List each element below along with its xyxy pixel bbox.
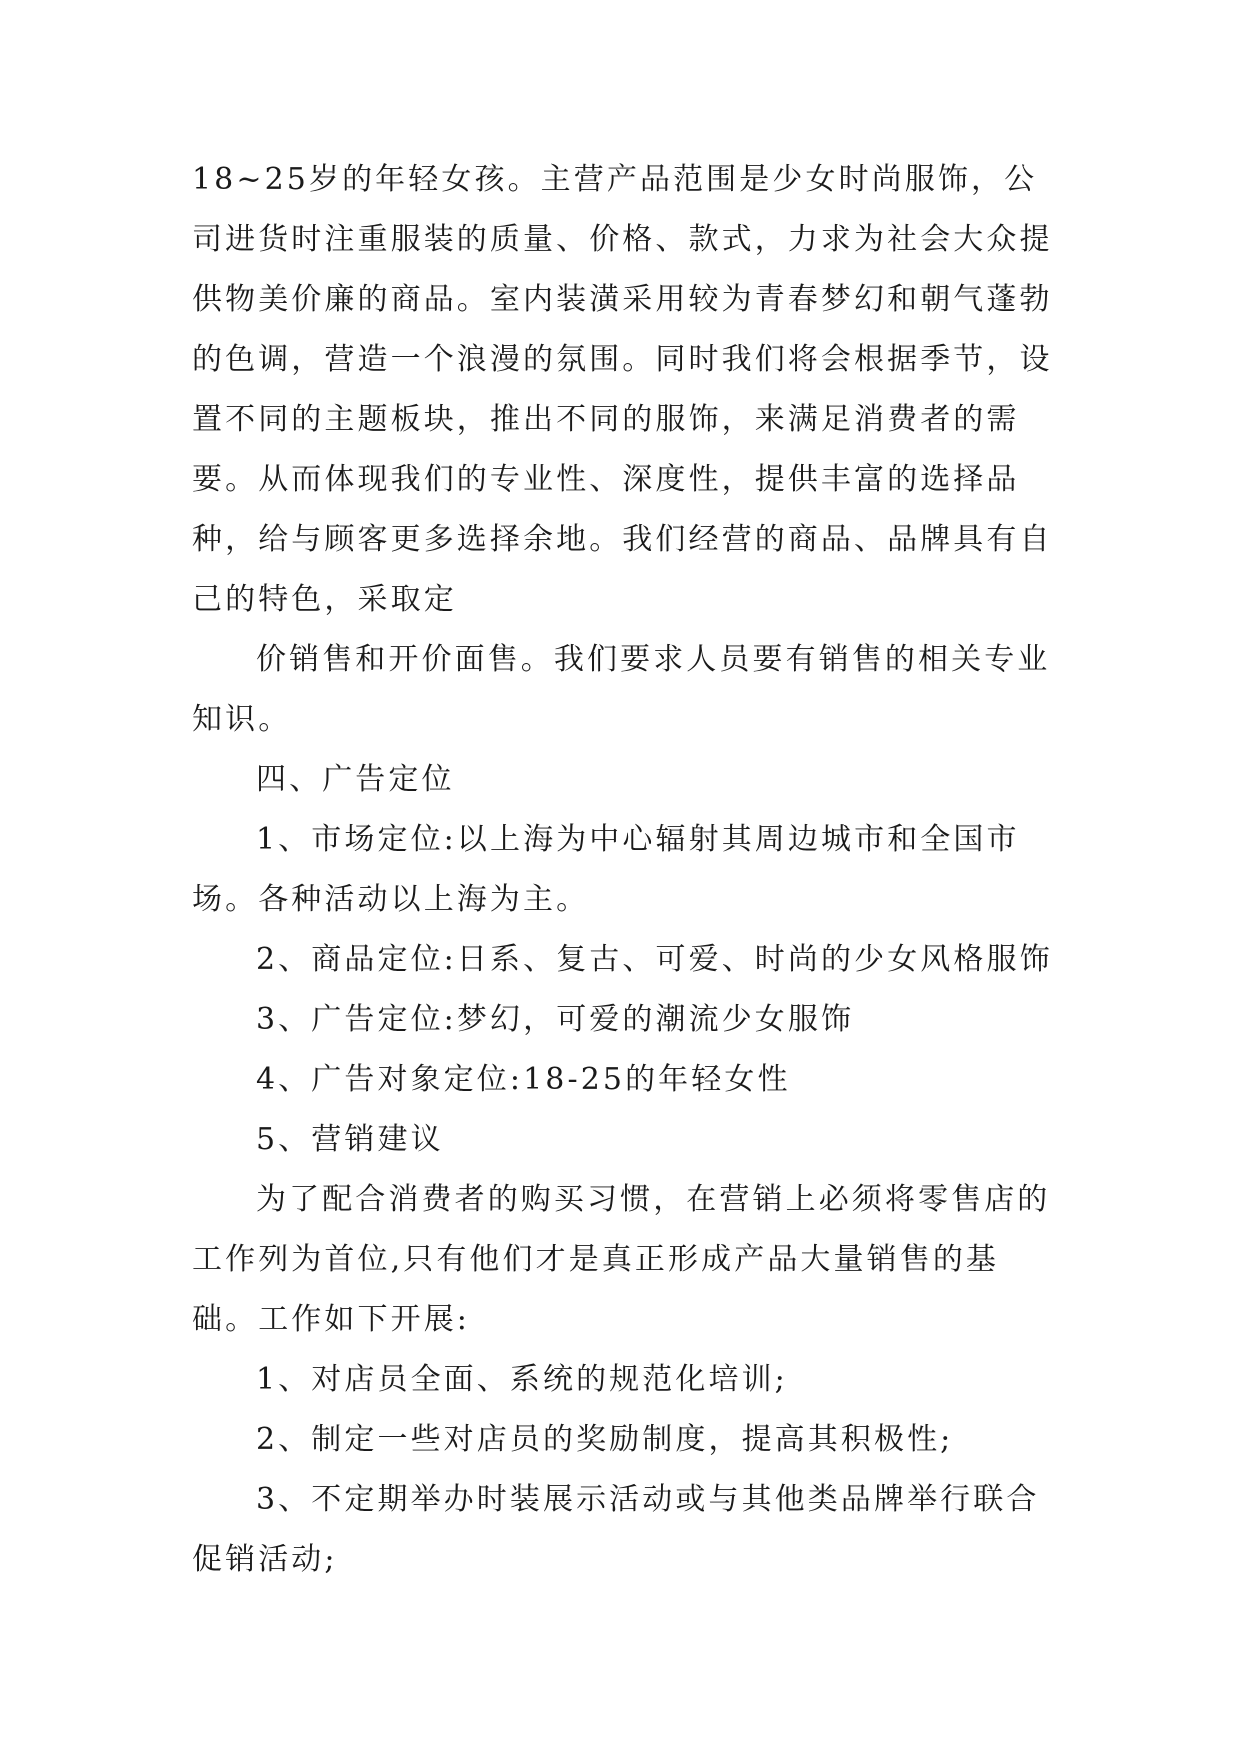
list-item-product-positioning: 2、商品定位:日系、复古、可爱、时尚的少女风格服饰 xyxy=(256,942,1053,977)
list-item-ad-positioning: 3、广告定位:梦幻，可爱的潮流少女服饰 xyxy=(256,1002,855,1037)
list-item-market-positioning: 1、市场定位:以上海为中心辐射其周边城市和全国市场。各种活动以上海为主。 xyxy=(192,822,1020,917)
document-body xyxy=(192,150,1062,1590)
list-item-staff-rewards: 2、制定一些对店员的奖励制度，提高其积极性; xyxy=(256,1422,954,1457)
paragraph-marketing-intro: 为了配合消费者的购买习惯，在营销上必须将零售店的工作列为首位,只有他们才是真正形成产品大量销售的基础。工作如下开展: xyxy=(192,1182,1051,1337)
list-item-target-audience: 4、广告对象定位:18-25的年轻女性 xyxy=(256,1062,791,1097)
paragraph-store-overview: 18~25岁的年轻女孩。主营产品范围是少女时尚服饰，公司进货时注重服装的质量、价格、款式，力求为社会大众提供物美价廉的商品。室内装潢采用较为青春梦幻和朝气蓬勃的色调，营造一个浪漫的氛围。同时我们将会根据季节，设置不同的主题板块，推出不同的服饰，来满足消费者的需要。从而体现我们的专业性、深度性，提供丰富的选择品种，给与顾客更多选择余地。我们经营的商品、品牌具有自己的特色，采取定 xyxy=(192,162,1053,617)
list-item-staff-training: 1、对店员全面、系统的规范化培训; xyxy=(256,1362,788,1397)
list-item-promotions: 3、不定期举办时装展示活动或与其他类品牌举行联合促销活动; xyxy=(192,1482,1040,1577)
paragraph-pricing: 价销售和开价面售。我们要求人员要有销售的相关专业知识。 xyxy=(192,642,1051,737)
list-item-marketing-suggestions: 5、营销建议 xyxy=(256,1122,444,1157)
section-heading-ad-positioning: 四、广告定位 xyxy=(256,762,455,797)
